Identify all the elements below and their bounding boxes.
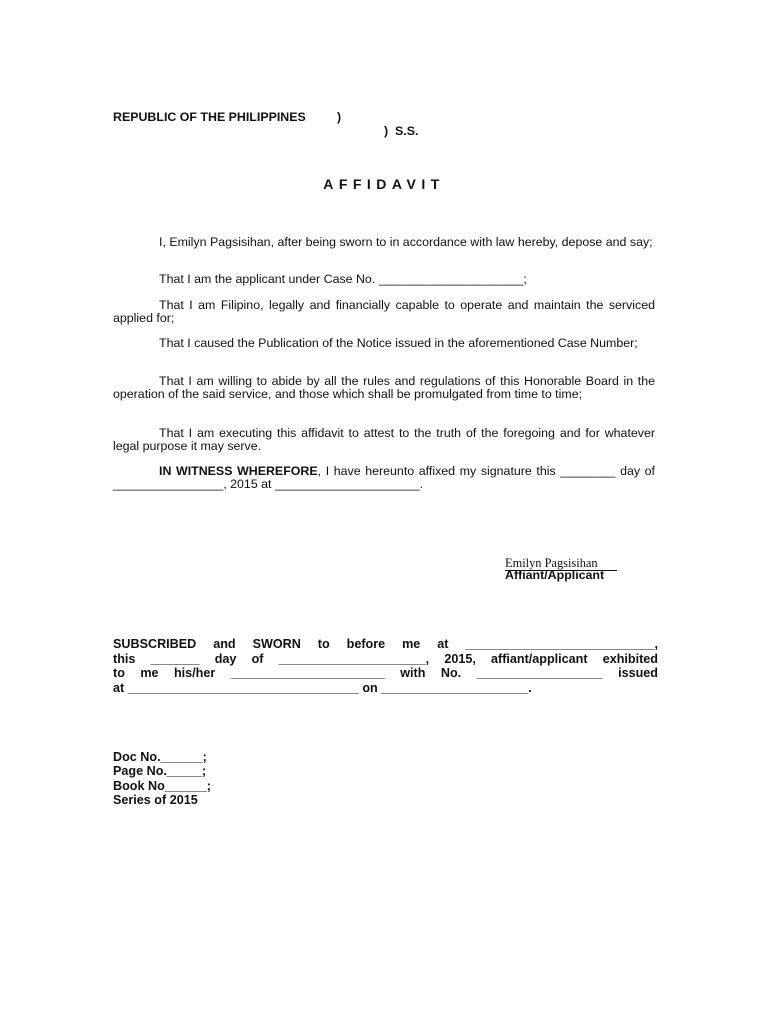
- paragraph-abide: That I am willing to abide by all the rules and regulations of this Honorable Board in the operation of the said service, and those which shall be promulgated from time to time;: [113, 374, 655, 401]
- book-number: Book No______;: [113, 778, 211, 793]
- paragraph-executing: That I am executing this affidavit to attest to the truth of the foregoing and for whatever legal purpose it may serve.: [113, 426, 655, 453]
- series-year: Series of 2015: [113, 792, 198, 807]
- jurat-block: [113, 637, 658, 695]
- notarial-register: [113, 750, 211, 807]
- paragraph-intro: I, Emilyn Pagsisihan, after being sworn to in accordance with law hereby, depose and say;: [159, 235, 653, 249]
- affiant-signature-name: Emilyn Pagsisihan: [505, 556, 598, 570]
- jurat-line: SUBSCRIBED and SWORN to before me at ___________________________,: [113, 637, 658, 651]
- jurat-line: at _________________________________ on _____________________.: [113, 680, 532, 695]
- witness-rest: , I have hereunto affixed my signature this ________ day of ________________, 2015 at _____________________.: [113, 464, 655, 491]
- venue-ss: ) S.S.: [384, 124, 419, 138]
- venue-republic: REPUBLIC OF THE PHILIPPINES: [113, 110, 306, 124]
- jurat-line: to me his/her ______________________ with No. __________________ issued: [113, 666, 658, 681]
- witness-lead: IN WITNESS WHEREFORE: [159, 464, 318, 478]
- venue-bracket: ): [337, 110, 342, 124]
- paragraph-publication: That I caused the Publication of the Notice issued in the aforementioned Case Number;: [159, 336, 638, 350]
- paragraph-filipino: That I am Filipino, legally and financially capable to operate and maintain the serviced applied for;: [113, 298, 655, 325]
- page-number: Page No._____;: [113, 764, 207, 779]
- doc-number: Doc No.______;: [113, 750, 207, 764]
- paragraph-witness: [113, 465, 655, 490]
- document-title: AFFIDAVIT: [323, 176, 445, 192]
- paragraph-case-no: That I am the applicant under Case No. _____________________;: [159, 272, 527, 286]
- affiant-role: Affiant/Applicant: [505, 568, 605, 582]
- jurat-line: this _______ day of _____________________, 2015, affiant/applicant exhibited: [113, 651, 658, 666]
